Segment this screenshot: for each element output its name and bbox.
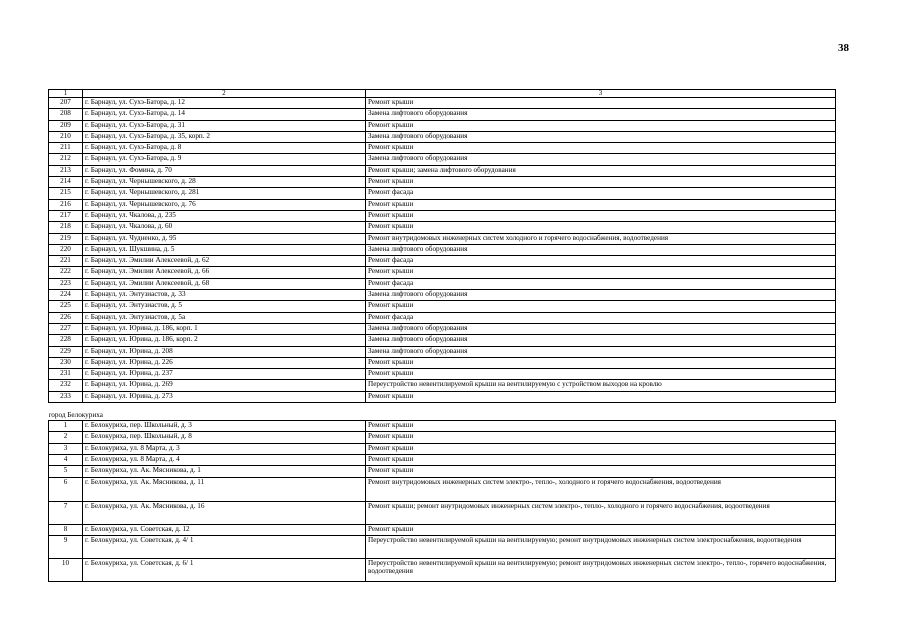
row-number: 7 <box>49 501 83 524</box>
page-number: 38 <box>838 42 849 54</box>
row-address: г. Барнаул, ул. Сухэ-Батора, д. 31 <box>83 120 366 131</box>
table-row <box>49 524 836 535</box>
row-address: г. Барнаул, ул. Чернышевского, д. 76 <box>83 199 366 210</box>
table-row <box>49 290 836 301</box>
section-heading-row <box>49 411 836 421</box>
row-number: 2 <box>49 432 83 443</box>
table-row <box>49 278 836 289</box>
row-work: Ремонт фасада <box>366 312 836 323</box>
row-address: г. Барнаул, ул. Чкалова, д. 60 <box>83 222 366 233</box>
row-work: Ремонт крыши; ремонт внутридомовых инженерных систем электро-, тепло-, холодного и горячего водоснабжения, водоотведения <box>366 501 836 524</box>
row-number: 5 <box>49 466 83 477</box>
table-row <box>49 131 836 142</box>
row-address: г. Барнаул, ул. Чернышевского, д. 281 <box>83 188 366 199</box>
row-number: 229 <box>49 346 83 357</box>
table-body <box>49 90 836 582</box>
row-number: 221 <box>49 256 83 267</box>
row-work: Замена лифтового оборудования <box>366 154 836 165</box>
row-number: 4 <box>49 454 83 465</box>
row-address: г. Барнаул, ул. Чудненко, д. 95 <box>83 233 366 244</box>
table-row <box>49 421 836 432</box>
row-work: Ремонт крыши <box>366 421 836 432</box>
row-address: г. Барнаул, ул. Юрина, д. 208 <box>83 346 366 357</box>
row-address: г. Барнаул, ул. Сухэ-Батора, д. 14 <box>83 109 366 120</box>
row-number: 222 <box>49 267 83 278</box>
table-row <box>49 256 836 267</box>
row-address: г. Барнаул, ул. Юрина, д. 186, корп. 1 <box>83 323 366 334</box>
row-work: Ремонт крыши <box>366 391 836 402</box>
row-number: 224 <box>49 290 83 301</box>
row-work: Переустройство невентилируемой крыши на вентилируемую; ремонт внутридомовых инженерных систем электро-, тепло-, горячего водоснабжения, водоотведения <box>366 558 836 581</box>
row-address: г. Белокуриха, ул. Советская, д. 4/ 1 <box>83 535 366 558</box>
section-gap <box>49 403 836 412</box>
column-number-3: 3 <box>366 90 836 98</box>
row-number: 225 <box>49 301 83 312</box>
row-number: 214 <box>49 177 83 188</box>
row-number: 217 <box>49 210 83 221</box>
row-number: 215 <box>49 188 83 199</box>
row-address: г. Белокуриха, ул. Ак. Мясникова, д. 1 <box>83 466 366 477</box>
row-work: Замена лифтового оборудования <box>366 323 836 334</box>
table-row <box>49 380 836 391</box>
table-row <box>49 177 836 188</box>
row-number: 212 <box>49 154 83 165</box>
table-row <box>49 312 836 323</box>
table-row <box>49 357 836 368</box>
column-number-1: 1 <box>49 90 83 98</box>
table-row <box>49 98 836 109</box>
row-work: Ремонт фасада <box>366 278 836 289</box>
row-work: Ремонт крыши <box>366 222 836 233</box>
row-address: г. Барнаул, ул. Сухэ-Батора, д. 35, корп. 2 <box>83 131 366 142</box>
row-work: Ремонт крыши <box>366 443 836 454</box>
table-row <box>49 267 836 278</box>
table-row <box>49 391 836 402</box>
row-number: 226 <box>49 312 83 323</box>
table-row <box>49 477 836 501</box>
row-work: Замена лифтового оборудования <box>366 109 836 120</box>
table-row <box>49 199 836 210</box>
row-work: Переустройство невентилируемой крыши на вентилируемую; ремонт внутридомовых инженерных систем электроснабжения, водоотведения <box>366 535 836 558</box>
row-address: г. Белокуриха, ул. 8 Марта, д. 4 <box>83 454 366 465</box>
row-work: Ремонт внутридомовых инженерных систем электро-, тепло-, холодного и горячего водоснабжения, водоотведения <box>366 477 836 501</box>
table-row <box>49 369 836 380</box>
row-number: 211 <box>49 143 83 154</box>
row-work: Ремонт крыши <box>366 177 836 188</box>
row-address: г. Барнаул, ул. Сухэ-Батора, д. 9 <box>83 154 366 165</box>
row-address: г. Белокуриха, ул. Советская, д. 12 <box>83 524 366 535</box>
row-number: 218 <box>49 222 83 233</box>
table-row <box>49 120 836 131</box>
row-work: Ремонт крыши <box>366 466 836 477</box>
row-work: Ремонт крыши <box>366 432 836 443</box>
row-number: 232 <box>49 380 83 391</box>
row-address: г. Барнаул, ул. Энтузиастов, д. 5 <box>83 301 366 312</box>
row-work: Ремонт крыши <box>366 210 836 221</box>
row-work: Ремонт крыши <box>366 120 836 131</box>
row-address: г. Белокуриха, пер. Школьный, д. 8 <box>83 432 366 443</box>
row-work: Ремонт крыши <box>366 143 836 154</box>
row-number: 207 <box>49 98 83 109</box>
row-number: 209 <box>49 120 83 131</box>
row-work: Ремонт внутридомовых инженерных систем холодного и горячего водоснабжения, водоотведения <box>366 233 836 244</box>
row-address: г. Барнаул, ул. Юрина, д. 269 <box>83 380 366 391</box>
row-number: 216 <box>49 199 83 210</box>
row-number: 223 <box>49 278 83 289</box>
row-number: 10 <box>49 558 83 581</box>
row-address: г. Барнаул, ул. Шукшина, д. 5 <box>83 244 366 255</box>
table-row <box>49 558 836 581</box>
row-number: 208 <box>49 109 83 120</box>
row-work: Ремонт фасада <box>366 188 836 199</box>
table-row <box>49 323 836 334</box>
row-number: 210 <box>49 131 83 142</box>
row-address: г. Барнаул, ул. Эмилии Алексеевой, д. 68 <box>83 278 366 289</box>
table-row <box>49 535 836 558</box>
row-work: Замена лифтового оборудования <box>366 335 836 346</box>
table-row <box>49 443 836 454</box>
row-number: 231 <box>49 369 83 380</box>
table-row <box>49 454 836 465</box>
row-address: г. Барнаул, ул. Сухэ-Батора, д. 12 <box>83 98 366 109</box>
table-row <box>49 165 836 176</box>
row-number: 230 <box>49 357 83 368</box>
row-work: Ремонт крыши <box>366 524 836 535</box>
row-address: г. Белокуриха, пер. Школьный, д. 3 <box>83 421 366 432</box>
row-number: 6 <box>49 477 83 501</box>
row-number: 227 <box>49 323 83 334</box>
row-work: Ремонт крыши <box>366 301 836 312</box>
table-row <box>49 109 836 120</box>
table-row <box>49 222 836 233</box>
row-address: г. Барнаул, ул. Юрина, д. 186, корп. 2 <box>83 335 366 346</box>
row-work: Ремонт фасада <box>366 256 836 267</box>
section-title: город Белокуриха <box>49 411 836 421</box>
table-row <box>49 188 836 199</box>
row-number: 228 <box>49 335 83 346</box>
table-row <box>49 432 836 443</box>
row-work: Ремонт крыши; замена лифтового оборудования <box>366 165 836 176</box>
row-address: г. Барнаул, ул. Эмилии Алексеевой, д. 62 <box>83 256 366 267</box>
row-address: г. Барнаул, ул. Чкалова, д. 235 <box>83 210 366 221</box>
row-work: Замена лифтового оборудования <box>366 346 836 357</box>
row-number: 9 <box>49 535 83 558</box>
table-row <box>49 233 836 244</box>
row-address: г. Барнаул, ул. Юрина, д. 237 <box>83 369 366 380</box>
row-number: 1 <box>49 421 83 432</box>
row-work: Ремонт крыши <box>366 267 836 278</box>
row-work: Переустройство невентилируемой крыши на вентилируемую с устройством выходов на кровлю <box>366 380 836 391</box>
row-number: 220 <box>49 244 83 255</box>
row-work: Замена лифтового оборудования <box>366 244 836 255</box>
column-number-2: 2 <box>83 90 366 98</box>
row-address: г. Белокуриха, ул. Советская, д. 6/ 1 <box>83 558 366 581</box>
row-work: Ремонт крыши <box>366 357 836 368</box>
row-number: 213 <box>49 165 83 176</box>
row-address: г. Барнаул, ул. Фомина, д. 70 <box>83 165 366 176</box>
row-work: Замена лифтового оборудования <box>366 131 836 142</box>
column-number-row <box>49 90 836 98</box>
row-work: Ремонт крыши <box>366 199 836 210</box>
table-row <box>49 335 836 346</box>
row-address: г. Белокуриха, ул. Ак. Мясникова, д. 16 <box>83 501 366 524</box>
row-address: г. Барнаул, ул. Юрина, д. 226 <box>83 357 366 368</box>
table-row <box>49 210 836 221</box>
row-address: г. Барнаул, ул. Сухэ-Батора, д. 8 <box>83 143 366 154</box>
row-work: Замена лифтового оборудования <box>366 290 836 301</box>
table-row <box>49 301 836 312</box>
table-row <box>49 501 836 524</box>
table-row <box>49 466 836 477</box>
section-gap-cell <box>49 403 836 412</box>
row-number: 8 <box>49 524 83 535</box>
row-address: г. Барнаул, ул. Юрина, д. 273 <box>83 391 366 402</box>
row-address: г. Барнаул, ул. Чернышевского, д. 28 <box>83 177 366 188</box>
row-number: 233 <box>49 391 83 402</box>
row-work: Ремонт крыши <box>366 98 836 109</box>
row-work: Ремонт крыши <box>366 454 836 465</box>
row-address: г. Барнаул, ул. Энтузиастов, д. 33 <box>83 290 366 301</box>
table-row <box>49 346 836 357</box>
row-number: 219 <box>49 233 83 244</box>
row-address: г. Барнаул, ул. Энтузиастов, д. 5а <box>83 312 366 323</box>
table-row <box>49 143 836 154</box>
table-row <box>49 154 836 165</box>
row-number: 3 <box>49 443 83 454</box>
row-address: г. Барнаул, ул. Эмилии Алексеевой, д. 66 <box>83 267 366 278</box>
table-row <box>49 244 836 255</box>
row-address: г. Белокуриха, ул. 8 Марта, д. 3 <box>83 443 366 454</box>
row-work: Ремонт крыши <box>366 369 836 380</box>
works-register-table <box>48 89 836 582</box>
row-address: г. Белокуриха, ул. Ак. Мясникова, д. 11 <box>83 477 366 501</box>
